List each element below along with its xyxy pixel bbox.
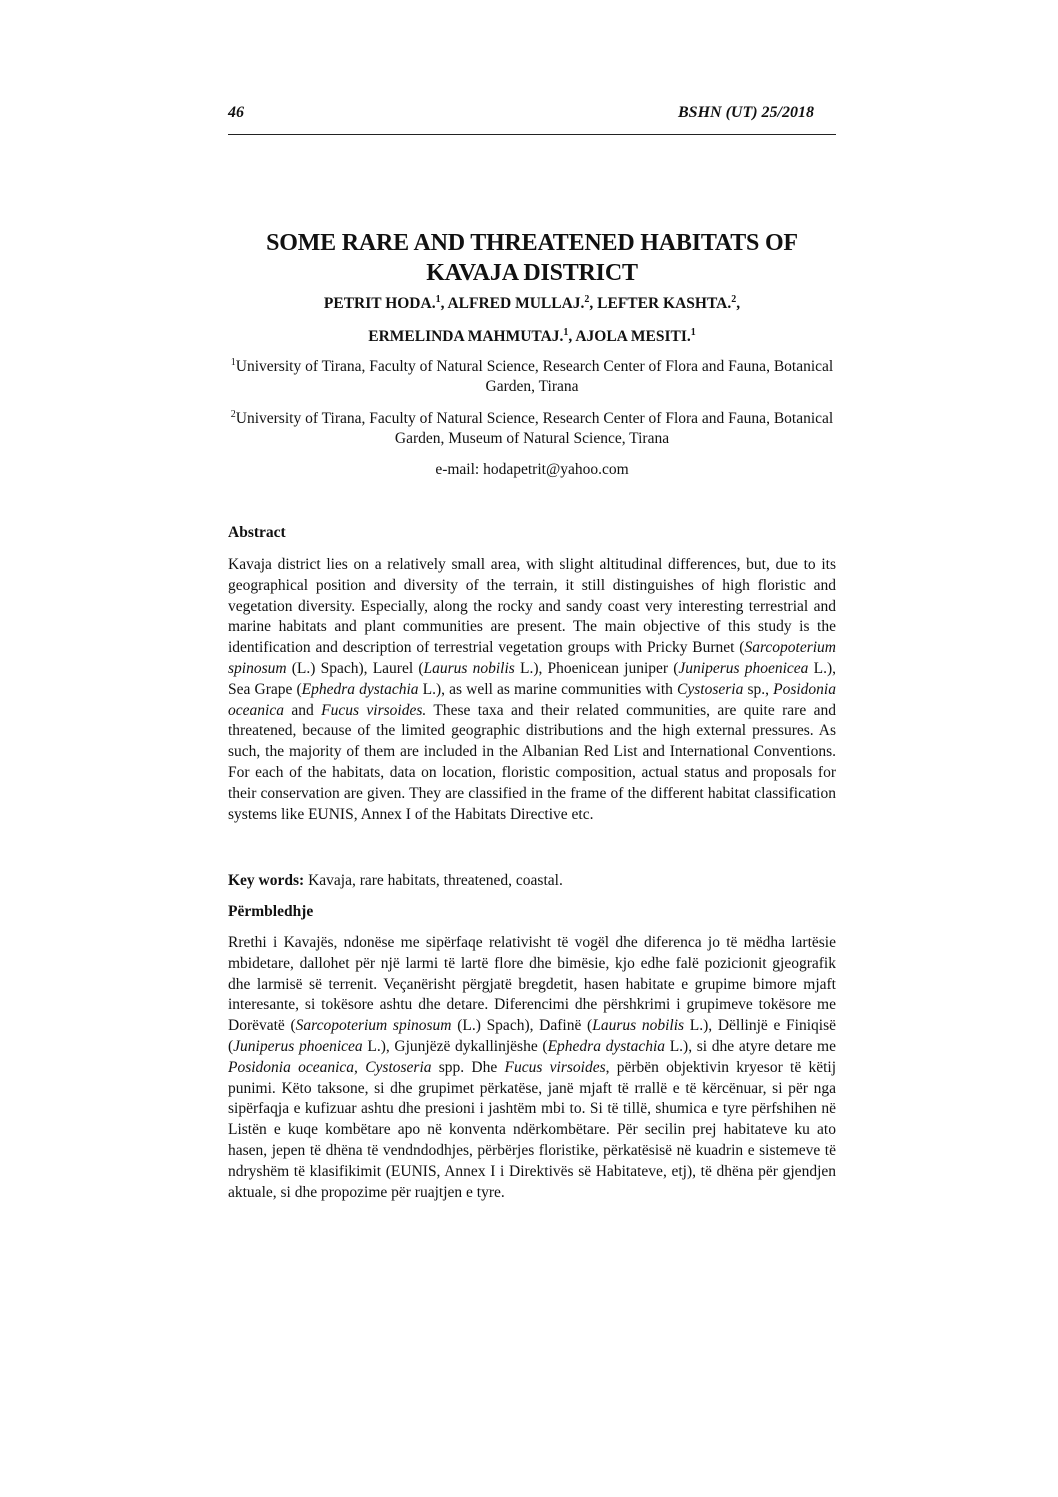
text-run: and xyxy=(283,701,322,719)
italic-taxon: Laurus nobilis xyxy=(423,659,515,677)
italic-taxon: Juniperus phoenicea xyxy=(678,659,809,677)
italic-taxon: Laurus nobilis xyxy=(592,1017,685,1035)
italic-taxon: Posidonia oceanica xyxy=(228,680,836,719)
affiliation-2-marker: 2 xyxy=(230,408,236,420)
italic-taxon: Fucus virsoides xyxy=(504,1058,606,1076)
author-name: LEFTER KASHTA. xyxy=(597,295,732,312)
keywords-text: Kavaja, rare habitats, threatened, coastal. xyxy=(304,872,563,889)
text-run: , përbën objektivin kryesor të këtij punimi. Këto taksone, si dhe grupimet përkatëse, janë mjaft të rrallë e të kërcënuar, si për nga sipërfaqja e kufizuar ashtu dhe presioni i jashtëm mbi to. Si të tillë, shumica e tyre përfshihen në Listën e kuqe kombëtare apo në konventa ndërkombëtare. Për secilin prej habitateve ku ato hasen, jepen të dhëna të vendndodhjes, përbërjes floristike, përkatësisë në kuadrin e sistemeve të ndryshëm të klasifikimit (EUNIS, Annex I i Direktivës së Habitateve, etj), të dhëna për gjendjen aktuale, si dhe propozime për ruajtjen e tyre. xyxy=(228,1058,836,1201)
author-separator: , xyxy=(568,328,576,345)
affiliation-2 xyxy=(228,409,836,449)
affiliation-1-marker: 1 xyxy=(230,356,236,368)
text-run: sp., xyxy=(743,680,774,698)
journal-reference: BSHN (UT) 25/2018 xyxy=(678,104,814,121)
text-run: L.), Gjunjëzë dykallinjëshe ( xyxy=(362,1037,548,1055)
author-separator: , xyxy=(440,295,448,312)
author-name: AJOLA MESITI. xyxy=(575,328,691,345)
author-affiliation-marker: 2 xyxy=(584,293,590,305)
author-affiliation-marker: 2 xyxy=(731,293,737,305)
author-affiliation-marker: 1 xyxy=(435,293,441,305)
page-header xyxy=(228,104,836,135)
italic-taxon: Sarcopoterium spinosum xyxy=(295,1017,452,1035)
keywords xyxy=(228,872,563,890)
text-run: Kavaja district lies on a relatively small area, with slight altitudinal differences, but, due to its geographical position and diversity of the terrain, it still distinguishes of high floristic and vegetation diversity. Especially, along the rocky and sandy coast very interesting terrestrial and marine habitats and plant communities are present. The main objective of this study is the identification and description of terrestrial vegetation groups with Pricky Burnet ( xyxy=(228,556,836,657)
text-run: L.), si dhe atyre detare me xyxy=(665,1037,836,1055)
affiliation-1 xyxy=(228,357,836,397)
text-run: These taxa and their related communities, are quite rare and threatened, because of the limited geographic distributions and the high external pressures. As such, the majority of them are included in the Albanian Red List and International Conventions. For each of the habitats, data on location, floristic composition, actual status and proposals for their conservation are given. They are classified in the frame of the different habitat classification systems like EUNIS, Annex I of the Habitats Directive etc. xyxy=(228,701,836,823)
affiliation-2-text: University of Tirana, Faculty of Natural Science, Research Center of Flora and Fauna, Botanical Garden, Museum of Natural Science, Tirana xyxy=(235,410,834,447)
abstract-body xyxy=(228,555,836,825)
author-name: PETRIT HODA. xyxy=(323,295,436,312)
italic-taxon: Cystoseria xyxy=(677,680,744,698)
italic-taxon: Posidonia oceanica, Cystoseria xyxy=(228,1058,432,1076)
author-line-2 xyxy=(228,327,836,347)
author-name: ALFRED MULLAJ. xyxy=(447,295,585,312)
author-separator: , xyxy=(589,295,598,312)
text-run: L.), Dëllinjë e Finiqisë ( xyxy=(228,1017,837,1055)
author-line-1 xyxy=(228,294,836,314)
contact-email[interactable]: e-mail: hodapetrit@yahoo.com xyxy=(435,461,629,478)
paper-title: SOME RARE AND THREATENED HABITATS OF KAVAJA DISTRICT xyxy=(266,230,798,286)
page-number: 46 xyxy=(228,104,244,121)
text-run: Rrethi i Kavajës, ndonëse me sipërfaqe relativisht të vogël dhe diferenca jo të mëdha lartësie mbidetare, dallohet për një larmi të lartë flore dhe bimësie, kjo edhe falë pozicionit gjeografik dhe larmisë së terrenit. Veçanërisht përgjatë bregdetit, hasen habitate e grupime bimore mjaft interesante, si tokësore ashtu dhe detare. Diferencimi dhe përshkrimi i grupimeve tokësore me Dorëvatë ( xyxy=(228,934,836,1035)
italic-taxon: Fucus virsoides. xyxy=(321,701,427,719)
abstract-heading: Abstract xyxy=(228,524,286,541)
permbledhje-body xyxy=(228,933,836,1203)
text-run: L.), as well as marine communities with xyxy=(418,680,678,698)
author-affiliation-marker: 1 xyxy=(563,326,569,338)
text-run: spp. Dhe xyxy=(431,1058,505,1076)
text-run: (L.) Spach), Dafinë ( xyxy=(451,1017,593,1035)
author-separator: , xyxy=(736,295,741,312)
italic-taxon: Ephedra dystachia xyxy=(547,1037,666,1055)
text-run: (L.) Spach), Laurel ( xyxy=(286,659,424,677)
permbledhje-heading: Përmbledhje xyxy=(228,903,314,920)
italic-taxon: Sarcopoterium spinosum xyxy=(228,639,836,677)
text-run: L.), Sea Grape ( xyxy=(228,659,836,698)
author-name: ERMELINDA MAHMUTAJ. xyxy=(368,328,564,345)
italic-taxon: Ephedra dystachia xyxy=(301,680,419,698)
affiliation-1-text: University of Tirana, Faculty of Natural Science, Research Center of Flora and Fauna, Botanical Garden, Tirana xyxy=(235,358,834,395)
keywords-label: Key words: xyxy=(228,872,305,889)
author-affiliation-marker: 1 xyxy=(690,326,696,338)
italic-taxon: Juniperus phoenicea xyxy=(233,1037,363,1055)
text-run: L.), Phoenicean juniper ( xyxy=(514,659,679,677)
